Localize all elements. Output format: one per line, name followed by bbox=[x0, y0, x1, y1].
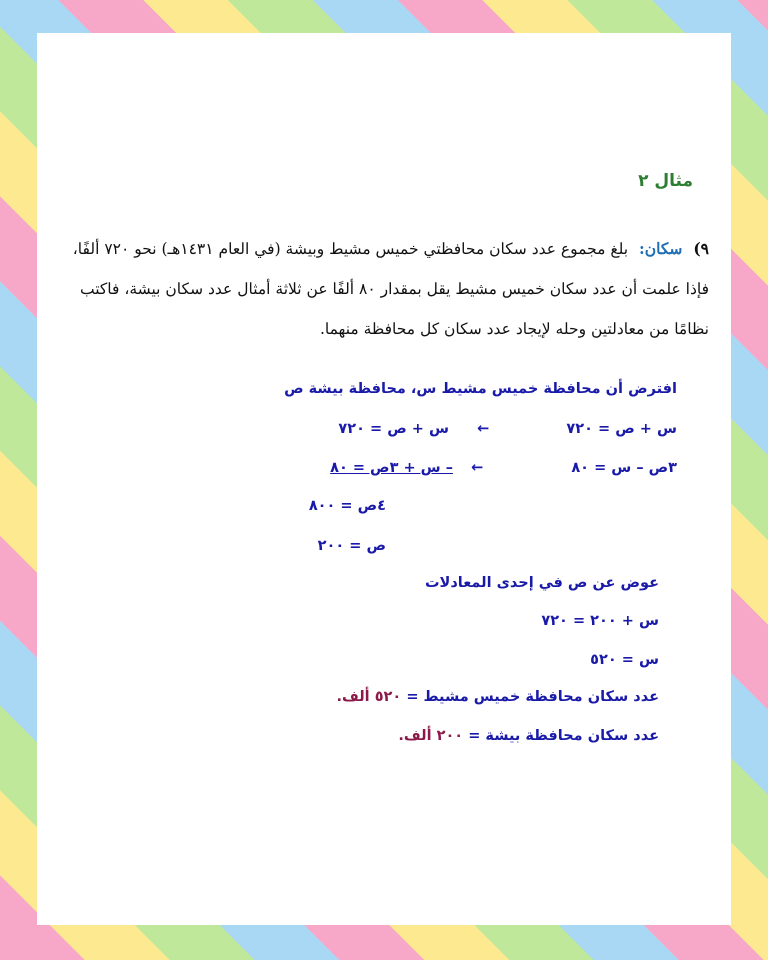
equation-1-right: س + ص = ٧٢٠ bbox=[338, 421, 449, 437]
problem-tag: سكان: bbox=[639, 239, 683, 258]
example-heading: مثال ٢ bbox=[638, 171, 693, 191]
sum-equation: ٤ص = ٨٠٠ bbox=[308, 498, 386, 514]
content-card bbox=[37, 33, 731, 925]
assumption-line: افترض أن محافظة خميس مشيط س، محافظة بيشة ص bbox=[284, 381, 677, 397]
result-line-2 bbox=[398, 728, 659, 744]
problem-line-3: نظامًا من معادلتين وحله لإيجاد عدد سكان كل محافظة منهما. bbox=[319, 320, 709, 338]
problem-line-2: فإذا علمت أن عدد سكان خميس مشيط يقل بمقدار ٨٠ ألفًا عن ثلاثة أمثال عدد سكان بيشة، فاكتب bbox=[80, 280, 709, 298]
y-value: ص = ٢٠٠ bbox=[317, 538, 386, 554]
result-line-1 bbox=[336, 689, 659, 705]
problem-number: ٩) bbox=[693, 239, 709, 258]
problem-line-1 bbox=[55, 229, 709, 269]
equation-2-left: ٣ص – س = ٨٠ bbox=[571, 460, 677, 476]
result-2-label: عدد سكان محافظة بيشة = bbox=[468, 728, 659, 744]
result-2-value: ٢٠٠ ألف. bbox=[398, 728, 464, 744]
result-1-value: ٥٢٠ ألف. bbox=[336, 689, 402, 705]
result-1-label: عدد سكان محافظة خميس مشيط = bbox=[406, 689, 659, 705]
equation-2-right: – س + ٣ص = ٨٠ bbox=[330, 460, 453, 476]
arrow-icon: ← bbox=[477, 421, 490, 437]
substitute-line: عوض عن ص في إحدى المعادلات bbox=[424, 575, 659, 591]
arrow-icon: ← bbox=[471, 460, 484, 476]
equation-1-left: س + ص = ٧٢٠ bbox=[566, 421, 677, 437]
substitution-equation: س + ٢٠٠ = ٧٢٠ bbox=[541, 613, 659, 629]
problem-statement bbox=[55, 229, 709, 349]
problem-text-1: بلغ مجموع عدد سكان محافظتي خميس مشيط وبيشة (في العام ١٤٣١هـ) نحو ٧٢٠ ألفًا، bbox=[72, 240, 629, 258]
x-value: س = ٥٢٠ bbox=[590, 652, 659, 668]
